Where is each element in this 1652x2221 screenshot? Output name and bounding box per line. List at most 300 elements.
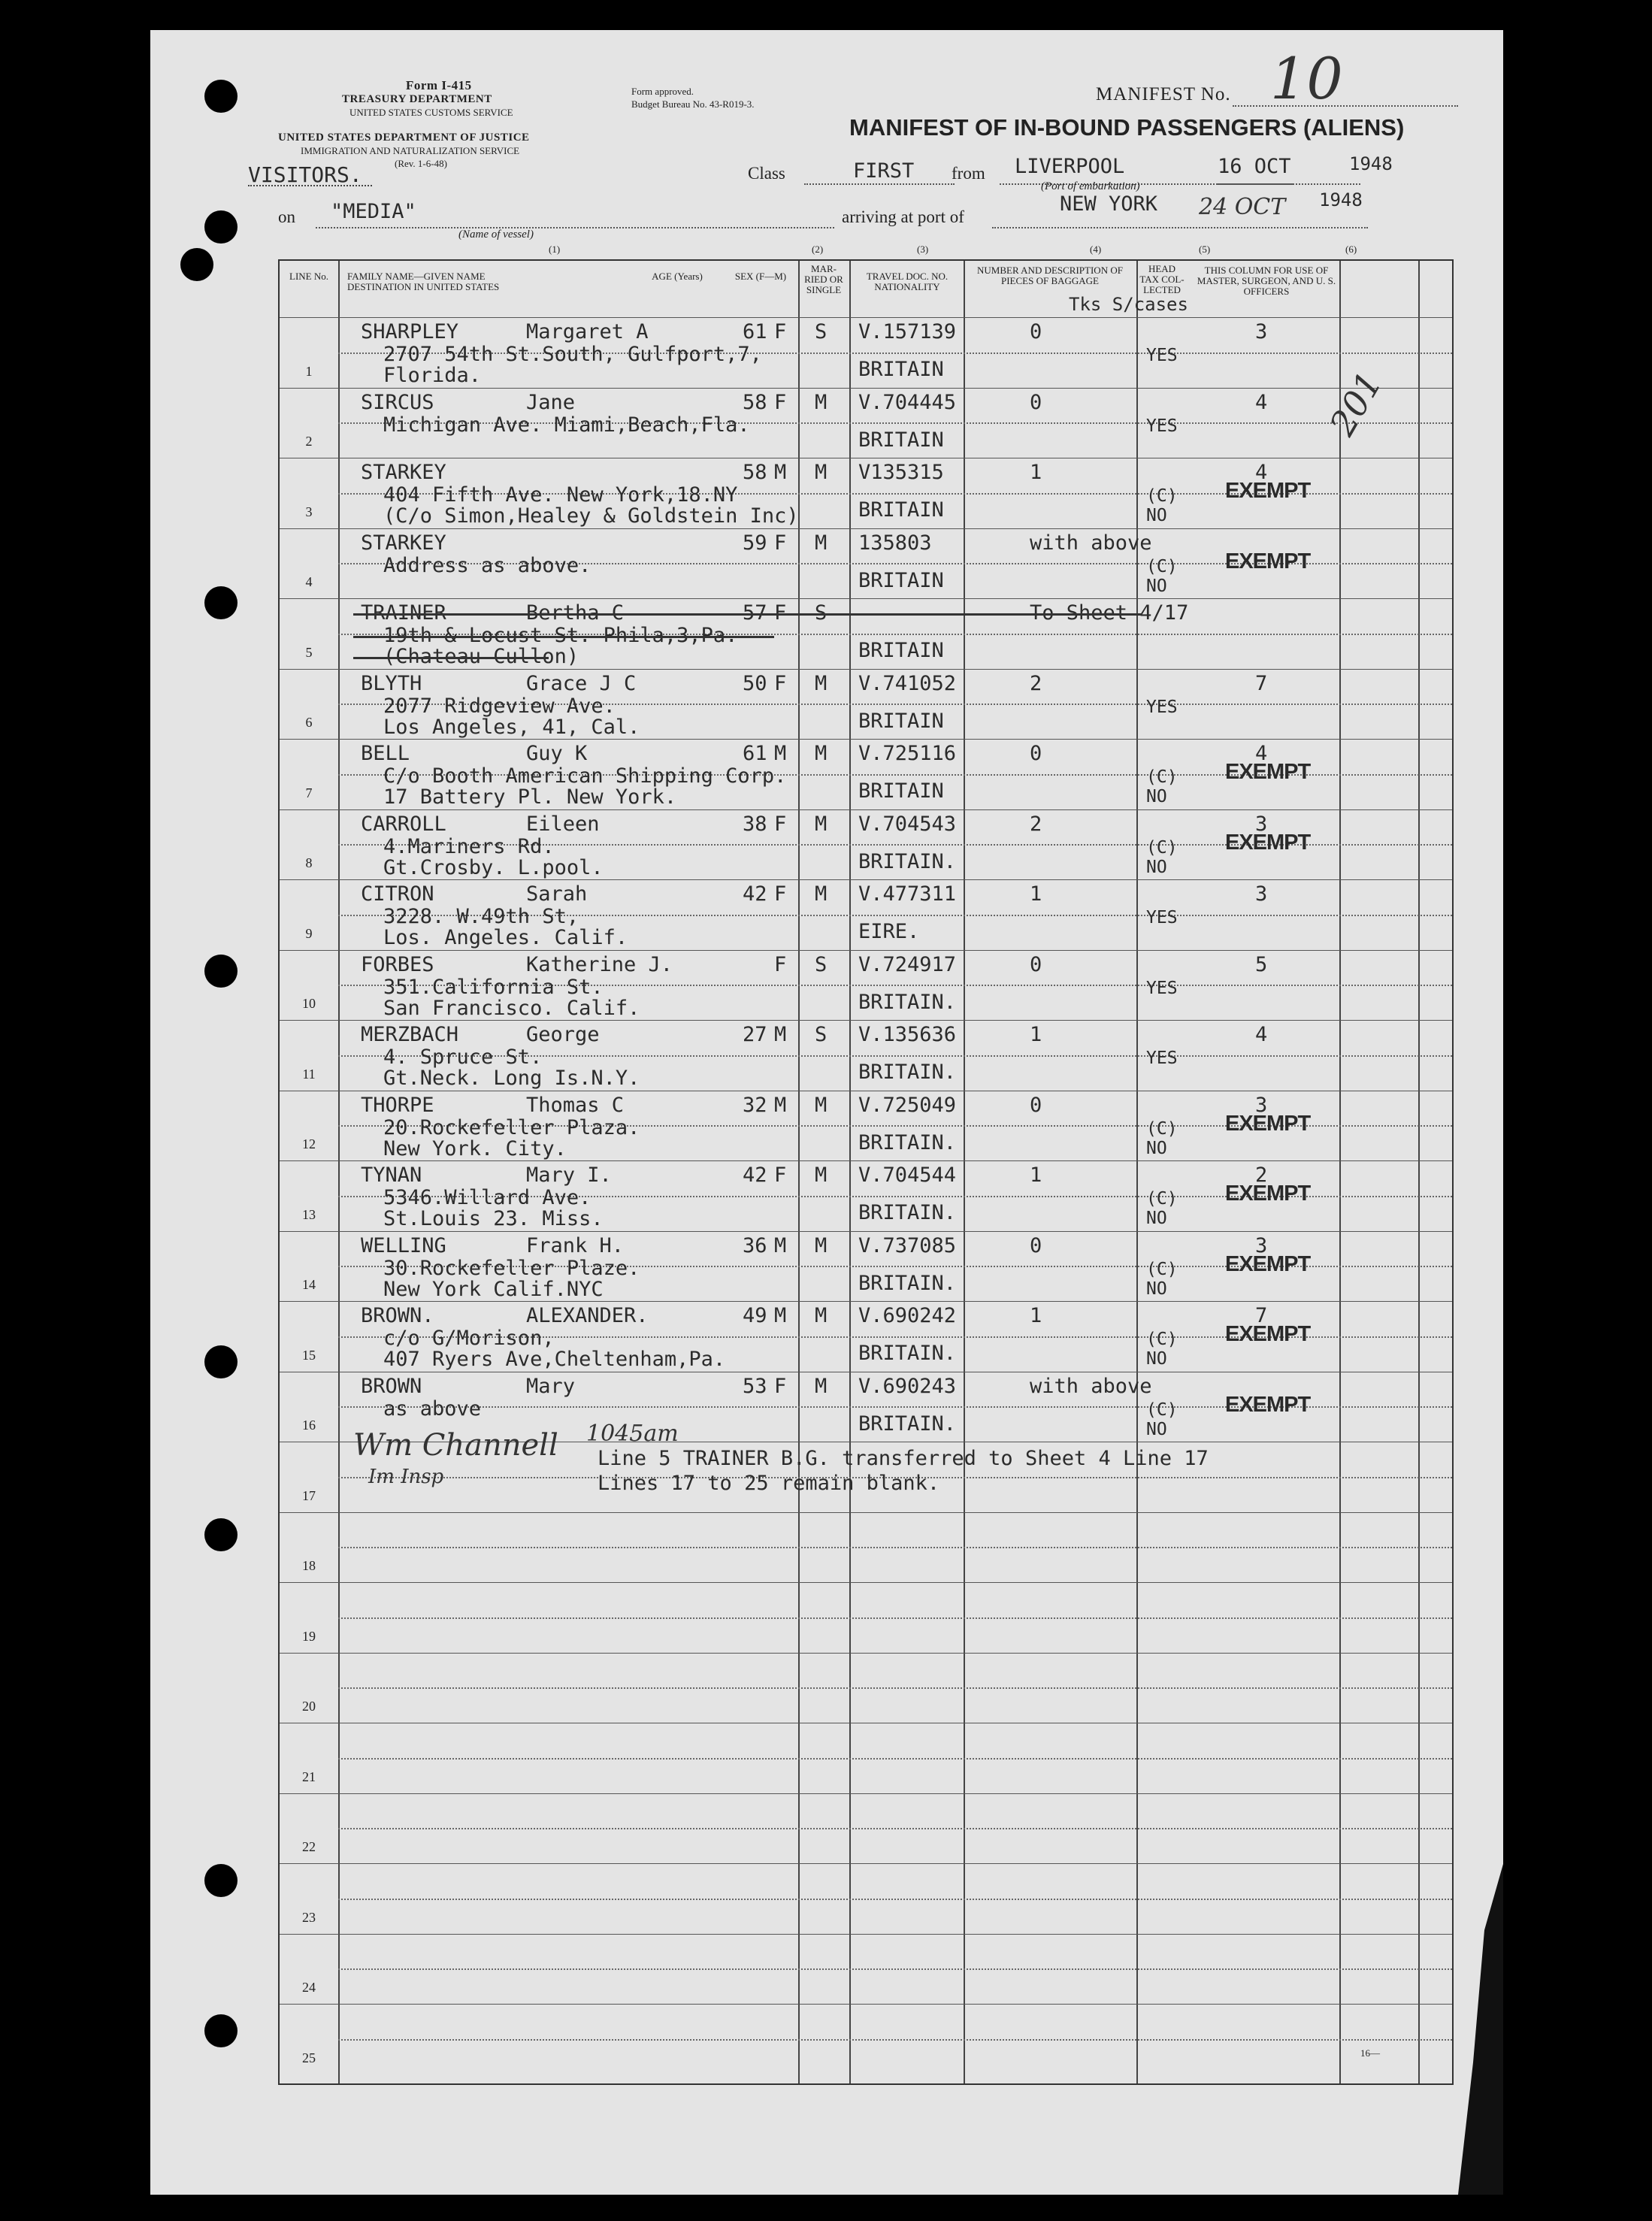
baggage-cases: 4: [1255, 461, 1268, 484]
embark-date: 16 OCT: [1218, 155, 1291, 178]
arrival-year: 1948: [1319, 189, 1363, 210]
head-tax: (C) NO: [1146, 1399, 1178, 1439]
passenger-surname: SHARPLEY: [361, 320, 459, 343]
passenger-nationality: BRITAIN.: [858, 1130, 957, 1154]
passenger-nationality: BRITAIN.: [858, 849, 957, 873]
col-header-headtax: HEAD TAX COL-LECTED: [1139, 263, 1185, 295]
passenger-age: 27: [743, 1023, 767, 1046]
line-number: 8: [305, 855, 313, 870]
passenger-given-name: Guy K: [526, 742, 588, 765]
baggage-cases: 3: [1255, 812, 1268, 836]
passenger-surname: FORBES: [361, 952, 434, 976]
passenger-sex: F: [774, 1374, 787, 1398]
baggage-tks: 1: [1030, 1163, 1042, 1187]
passenger-nationality: BRITAIN: [858, 358, 944, 381]
passenger-age: 42: [743, 882, 767, 906]
passenger-sex: F: [774, 952, 787, 976]
col-num-1: (1): [549, 244, 561, 255]
passenger-address-1: Michigan Ave. Miami,Beach,Fla.: [383, 413, 750, 437]
officer-stamp: EXEMPT: [1225, 1322, 1311, 1346]
passenger-marital: M: [815, 531, 828, 555]
passenger-age: 36: [743, 1233, 767, 1257]
arrival-port: NEW YORK: [1060, 192, 1158, 216]
head-tax: (C) NO: [1146, 837, 1178, 877]
baggage-tks: To Sheet 4/17: [1030, 601, 1189, 625]
passenger-doc-no: V.135636: [858, 1023, 957, 1046]
passenger-sex: F: [774, 812, 787, 836]
passenger-given-name: George: [526, 1023, 600, 1046]
passenger-doc-no: V.477311: [858, 882, 957, 906]
passenger-nationality: BRITAIN: [858, 568, 944, 592]
line-number: 6: [305, 715, 313, 730]
row-divider: [280, 1863, 1452, 1864]
baggage-tks: 1: [1030, 1304, 1042, 1327]
passenger-marital: M: [815, 671, 828, 695]
passenger-marital: M: [815, 1163, 828, 1187]
head-tax: YES: [1146, 346, 1178, 365]
row-subdivider: [338, 2039, 1452, 2041]
passenger-marital: S: [815, 1023, 828, 1046]
manifest-no-label: MANIFEST No.: [1096, 84, 1231, 104]
passenger-address-1: 20.Rockefeller Plaza.: [383, 1115, 640, 1139]
row-divider: [280, 1653, 1452, 1654]
passenger-doc-no: V.704543: [858, 812, 957, 836]
row-divider: [280, 1231, 1452, 1232]
passenger-address-2: St.Louis 23. Miss.: [383, 1207, 604, 1230]
passenger-address-2: Florida.: [383, 364, 482, 387]
row-subdivider: [338, 1828, 1452, 1829]
passenger-address-1: 30.Rockefeller Plaze.: [383, 1256, 640, 1280]
passenger-given-name: Jane: [526, 390, 576, 414]
line-number: 7: [305, 785, 313, 800]
passenger-address-1: 3228. W.49th St,: [383, 905, 579, 928]
baggage-tks: 1: [1030, 882, 1042, 906]
row-subdivider: [338, 1758, 1452, 1760]
passenger-nationality: BRITAIN.: [858, 990, 957, 1014]
head-tax: (C) NO: [1146, 556, 1178, 596]
head-tax: (C) NO: [1146, 767, 1178, 806]
line-number: 19: [302, 1628, 316, 1644]
baggage-tks: 0: [1030, 320, 1042, 343]
head-tax: (C) NO: [1146, 1189, 1178, 1228]
passenger-surname: MERZBACH: [361, 1023, 459, 1046]
embark-year: 1948: [1349, 153, 1393, 174]
passenger-sex: M: [774, 1304, 787, 1327]
passenger-doc-no: V.741052: [858, 671, 957, 695]
passenger-given-name: ALEXANDER.: [526, 1304, 649, 1327]
visitors-label: VISITORS.: [248, 162, 362, 187]
baggage-cases: 4: [1255, 1023, 1268, 1046]
passenger-address-2: (Chateau Cullon): [383, 645, 579, 668]
line-number: 22: [302, 1839, 316, 1854]
line-number: 25: [302, 2050, 316, 2065]
officer-stamp: EXEMPT: [1225, 1182, 1311, 1206]
row-divider: [280, 739, 1452, 740]
passenger-given-name: Bertha C: [526, 601, 625, 625]
row-divider: [280, 2004, 1452, 2005]
passenger-address-2: 17 Battery Pl. New York.: [383, 785, 677, 809]
passenger-nationality: BRITAIN: [858, 639, 944, 662]
row-divider: [280, 598, 1452, 599]
arrival-date: 24 OCT: [1199, 194, 1286, 220]
passenger-sex: F: [774, 882, 787, 906]
line-number: 11: [302, 1066, 316, 1082]
row-divider: [280, 1793, 1452, 1794]
inspector-signature: Wm Channell: [353, 1428, 558, 1463]
passenger-nationality: BRITAIN: [858, 709, 944, 733]
customs-service: UNITED STATES CUSTOMS SERVICE: [349, 107, 513, 118]
passenger-nationality: BRITAIN: [858, 498, 944, 522]
passenger-doc-no: V.690243: [858, 1374, 957, 1398]
head-tax: (C) NO: [1146, 1259, 1178, 1299]
passenger-nationality: BRITAIN: [858, 428, 944, 452]
head-tax: YES: [1146, 908, 1178, 927]
inspector-time: 1045am: [586, 1421, 679, 1447]
col-header-age: AGE (Years): [652, 271, 703, 282]
binder-hole: [204, 1864, 238, 1897]
passenger-address-1: Address as above.: [383, 553, 592, 577]
budget-bureau: Budget Bureau No. 43-R019-3.: [631, 98, 755, 110]
col-num-3: (3): [917, 244, 929, 255]
row-subdivider: [338, 1617, 1452, 1619]
passenger-marital: M: [815, 461, 828, 484]
passenger-nationality: BRITAIN.: [858, 1412, 957, 1436]
passenger-address-1: 2077 Ridgeview Ave.: [383, 694, 616, 718]
inspector-title: Im Insp: [368, 1466, 444, 1488]
passenger-given-name: Mary: [526, 1374, 576, 1398]
embark-note: (Port of embarkation): [1041, 180, 1140, 192]
row-divider: [280, 1020, 1452, 1021]
passenger-given-name: Frank H.: [526, 1233, 625, 1257]
strike-through-line: [353, 657, 549, 659]
binder-hole: [204, 955, 238, 988]
row-divider: [280, 669, 1452, 670]
passenger-age: 49: [743, 1304, 767, 1327]
passenger-surname: BELL: [361, 742, 410, 765]
head-tax: YES: [1146, 416, 1178, 436]
col-num-2: (2): [812, 244, 824, 255]
passenger-nationality: EIRE.: [858, 920, 920, 943]
baggage-tks: 2: [1030, 812, 1042, 836]
form-revision: (Rev. 1-6-48): [395, 158, 447, 169]
officer-stamp: EXEMPT: [1225, 1111, 1311, 1136]
passenger-nationality: BRITAIN.: [858, 1342, 957, 1365]
passenger-given-name: Sarah: [526, 882, 588, 906]
passenger-marital: S: [815, 601, 828, 625]
passenger-surname: THORPE: [361, 1093, 434, 1117]
passenger-address-2: New York Calif.NYC: [383, 1277, 604, 1301]
head-tax: (C) NO: [1146, 1330, 1178, 1369]
baggage-tks: 0: [1030, 952, 1042, 976]
vessel-line: [316, 227, 834, 228]
passenger-doc-no: V.704445: [858, 390, 957, 414]
col-num-4: (4): [1090, 244, 1102, 255]
passenger-surname: CARROLL: [361, 812, 446, 836]
col-header-officers: THIS COLUMN FOR USE OF MASTER, SURGEON, AND U. S. OFFICERS: [1197, 265, 1336, 297]
passenger-nationality: BRITAIN.: [858, 1061, 957, 1084]
passenger-given-name: Katherine J.: [526, 952, 673, 976]
passenger-doc-no: V.704544: [858, 1163, 957, 1187]
baggage-tks: 0: [1030, 742, 1042, 765]
passenger-age: 42: [743, 1163, 767, 1187]
passenger-sex: M: [774, 461, 787, 484]
baggage-cases: 3: [1255, 320, 1268, 343]
arriving-label: arriving at port of: [842, 207, 964, 226]
passenger-address-1: 4.Mariners Rd.: [383, 834, 555, 858]
row-subdivider: [338, 1687, 1452, 1689]
row-subdivider: [338, 1899, 1452, 1900]
passenger-marital: M: [815, 812, 828, 836]
passenger-surname: STARKEY: [361, 461, 446, 484]
passenger-address-1: 351.California St.: [383, 975, 604, 999]
arrival-line: [992, 227, 1368, 228]
baggage-cases: 3: [1255, 882, 1268, 906]
baggage-tks: with above: [1030, 1374, 1152, 1398]
binder-hole: [204, 2014, 238, 2047]
passenger-given-name: Grace J C: [526, 671, 637, 695]
line-number: 20: [302, 1699, 316, 1714]
embark-date-line: [1218, 183, 1360, 185]
passenger-nationality: BRITAIN: [858, 779, 944, 803]
baggage-cases: 3: [1255, 1233, 1268, 1257]
passenger-age: 38: [743, 812, 767, 836]
col-header-married: MAR-RIED OR SINGLE: [804, 263, 843, 295]
col-header-sex: SEX (F—M): [734, 271, 787, 282]
officer-stamp: EXEMPT: [1225, 479, 1311, 503]
passenger-sex: F: [774, 390, 787, 414]
line-number: 9: [305, 925, 313, 941]
manifest-sheet: [150, 30, 1503, 2195]
ins-service: IMMIGRATION AND NATURALIZATION SERVICE: [301, 145, 520, 156]
row-subdivider: [338, 1968, 1452, 1970]
passenger-address-1: 5346.Willard Ave.: [383, 1186, 592, 1209]
passenger-doc-no: V.725049: [858, 1093, 957, 1117]
baggage-cases: 2: [1255, 1163, 1268, 1187]
passenger-given-name: Margaret A: [526, 320, 649, 343]
baggage-cases: 7: [1255, 671, 1268, 695]
passenger-age: 59: [743, 531, 767, 555]
passenger-address-1: c/o G/Morison,: [383, 1327, 555, 1350]
passenger-sex: F: [774, 531, 787, 555]
baggage-tks: 0: [1030, 390, 1042, 414]
binder-hole: [204, 80, 238, 113]
head-tax: YES: [1146, 1048, 1178, 1068]
line-number: 17: [302, 1487, 316, 1503]
passenger-given-name: Thomas C: [526, 1093, 625, 1117]
row-subdivider: [338, 1547, 1452, 1548]
passenger-doc-no: V.725116: [858, 742, 957, 765]
baggage-cases: 5: [1255, 952, 1268, 976]
passenger-sex: F: [774, 1163, 787, 1187]
passenger-doc-no: V135315: [858, 461, 944, 484]
col-num-6: (6): [1345, 244, 1357, 255]
row-divider: [280, 388, 1452, 389]
row-divider: [280, 1934, 1452, 1935]
row-divider: [280, 809, 1452, 810]
from-label: from: [952, 164, 985, 183]
passenger-marital: S: [815, 320, 828, 343]
passenger-surname: TRAINER: [361, 601, 446, 625]
line-number: 10: [302, 996, 316, 1011]
passenger-age: 53: [743, 1374, 767, 1398]
passenger-address-2: New York. City.: [383, 1136, 567, 1160]
row-divider: [280, 1301, 1452, 1302]
vessel-name: "MEDIA": [331, 200, 416, 223]
col-header-name: FAMILY NAME—GIVEN NAME DESTINATION IN UNITED STATES: [347, 271, 500, 292]
head-tax: (C) NO: [1146, 1118, 1178, 1158]
class-label: Class: [748, 164, 785, 183]
passenger-age: 32: [743, 1093, 767, 1117]
vessel-note: (Name of vessel): [458, 228, 534, 241]
baggage-tks: with above: [1030, 531, 1152, 555]
form-code: 16—: [1360, 2047, 1380, 2059]
line-number: 3: [305, 504, 313, 519]
passenger-doc-no: V.724917: [858, 952, 957, 976]
binder-hole: [204, 586, 238, 619]
passenger-surname: SIRCUS: [361, 390, 434, 414]
passenger-marital: M: [815, 1304, 828, 1327]
passenger-nationality: BRITAIN.: [858, 1201, 957, 1224]
visitors-underline: [248, 185, 372, 186]
passenger-doc-no: V.157139: [858, 320, 957, 343]
passenger-sex: M: [774, 1093, 787, 1117]
class-value: FIRST: [853, 159, 915, 183]
baggage-cases: 7: [1255, 1304, 1268, 1327]
col-header-travel: TRAVEL DOC. NO. NATIONALITY: [866, 271, 949, 292]
row-divider: [280, 879, 1452, 880]
officer-stamp: EXEMPT: [1225, 549, 1311, 573]
passenger-marital: M: [815, 1374, 828, 1398]
passenger-age: 50: [743, 671, 767, 695]
passenger-address-1: 19th & Locust St. Phila,3,Pa.: [383, 624, 738, 647]
passenger-marital: S: [815, 952, 828, 976]
class-line: [804, 183, 955, 185]
passenger-address-2: Gt.Neck. Long Is.N.Y.: [383, 1067, 640, 1090]
line-number: 12: [302, 1136, 316, 1151]
binder-hole: [204, 1345, 238, 1378]
row-divider: [280, 1582, 1452, 1583]
passenger-marital: M: [815, 390, 828, 414]
form-approved: Form approved.: [631, 86, 694, 97]
manifest-no-value: 10: [1270, 45, 1343, 112]
passenger-address-1: 404 Fifth Ave. New York,18.NY: [383, 483, 738, 507]
baggage-tks: 2: [1030, 671, 1042, 695]
line-number: 23: [302, 1909, 316, 1925]
officer-stamp: EXEMPT: [1225, 760, 1311, 784]
passenger-address-2: 407 Ryers Ave,Cheltenham,Pa.: [383, 1348, 726, 1371]
baggage-tks: 0: [1030, 1093, 1042, 1117]
passenger-address-1: as above: [383, 1396, 482, 1421]
passenger-age: 58: [743, 461, 767, 484]
passenger-age: 58: [743, 390, 767, 414]
officer-stamp: EXEMPT: [1225, 1251, 1311, 1276]
row-divider: [280, 317, 1452, 318]
passenger-sex: F: [774, 601, 787, 625]
line-number: 18: [302, 1558, 316, 1573]
passenger-given-name: Eileen: [526, 812, 600, 836]
line-number: 13: [302, 1206, 316, 1222]
margin-mark: 201: [1321, 365, 1390, 443]
passenger-sex: M: [774, 1233, 787, 1257]
binder-hole: [204, 210, 238, 244]
passenger-marital: M: [815, 1093, 828, 1117]
passenger-address-1: 4. Spruce St.: [383, 1045, 543, 1069]
row-divider: [280, 950, 1452, 951]
passenger-address-2: Los. Angeles. Calif.: [383, 926, 628, 949]
passenger-age: 61: [743, 742, 767, 765]
passenger-nationality: BRITAIN.: [858, 1271, 957, 1295]
passenger-address-2: (C/o Simon,Healey & Goldstein Inc): [383, 504, 799, 528]
col-header-baggage: NUMBER AND DESCRIPTION OF PIECES OF BAGGAGE: [977, 265, 1123, 286]
line-number: 2: [305, 434, 313, 449]
justice-dept: UNITED STATES DEPARTMENT OF JUSTICE: [278, 132, 530, 144]
line-number: 15: [302, 1347, 316, 1363]
passenger-surname: BROWN: [361, 1374, 422, 1398]
officer-stamp: EXEMPT: [1225, 830, 1311, 855]
passenger-address-1: 2707 54th St.South, Gulfport,7,: [383, 343, 762, 366]
from-value: LIVERPOOL: [1015, 155, 1125, 178]
passenger-surname: STARKEY: [361, 531, 446, 555]
manifest-no-line: [1233, 105, 1458, 107]
passenger-doc-no: V.737085: [858, 1233, 957, 1257]
passenger-surname: BLYTH: [361, 671, 422, 695]
passenger-marital: M: [815, 1233, 828, 1257]
transfer-note: Line 5 TRAINER B.G. transferred to Sheet 4 Line 17: [598, 1447, 1209, 1470]
baggage-tks: 0: [1030, 1233, 1042, 1257]
baggage-cases: 3: [1255, 1093, 1268, 1117]
passenger-age: 61: [743, 320, 767, 343]
head-tax: YES: [1146, 697, 1178, 717]
baggage-cases: 4: [1255, 742, 1268, 765]
on-label: on: [278, 207, 295, 226]
officer-stamp: EXEMPT: [1225, 1392, 1311, 1417]
binder-hole: [204, 1518, 238, 1551]
head-tax: (C) NO: [1146, 486, 1178, 525]
passenger-sex: F: [774, 671, 787, 695]
line-number: 14: [302, 1277, 316, 1292]
row-divider: [280, 1160, 1452, 1161]
binder-hole: [180, 248, 213, 281]
passenger-doc-no: 135803: [858, 531, 932, 555]
passenger-marital: M: [815, 882, 828, 906]
treasury-dept: TREASURY DEPARTMENT: [342, 93, 492, 105]
head-tax: YES: [1146, 978, 1178, 998]
passenger-address-1: C/o Booth American Shipping Corp.: [383, 764, 787, 788]
baggage-cases: 4: [1255, 390, 1268, 414]
blank-lines-note: Lines 17 to 25 remain blank.: [598, 1472, 940, 1495]
passenger-address-2: Gt.Crosby. L.pool.: [383, 855, 604, 879]
line-number: 1: [305, 363, 313, 379]
page-title: MANIFEST OF IN-BOUND PASSENGERS (ALIENS): [849, 114, 1405, 141]
passenger-sex: F: [774, 320, 787, 343]
col-num-5: (5): [1199, 244, 1211, 255]
passenger-surname: CITRON: [361, 882, 434, 906]
passenger-doc-no: V.690242: [858, 1304, 957, 1327]
strike-through-line: [353, 636, 774, 638]
passenger-given-name: Mary I.: [526, 1163, 612, 1187]
passenger-marital: M: [815, 742, 828, 765]
line-number: 16: [302, 1418, 316, 1433]
line-number: 4: [305, 574, 313, 589]
passenger-surname: BROWN.: [361, 1304, 434, 1327]
strike-through-line: [353, 613, 1142, 616]
passenger-surname: WELLING: [361, 1233, 446, 1257]
baggage-tks: 1: [1030, 1023, 1042, 1046]
baggage-subheader: Tks S/cases: [1069, 294, 1188, 315]
line-number: 24: [302, 1980, 316, 1995]
row-divider: [280, 528, 1452, 529]
row-divider: [280, 1512, 1452, 1513]
